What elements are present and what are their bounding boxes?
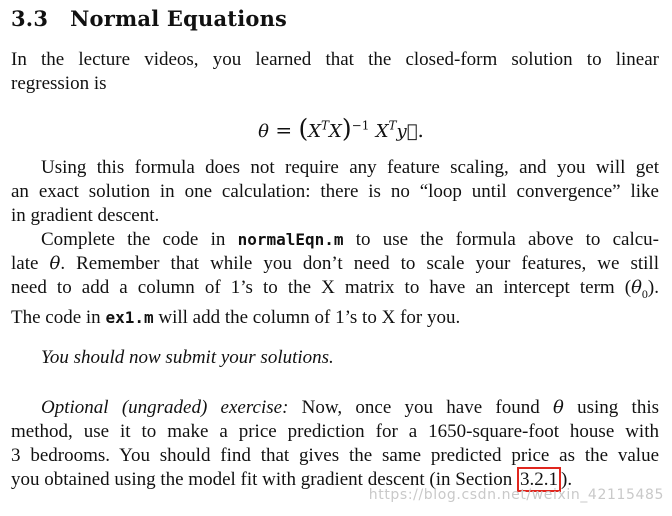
code-line-4: The code in ex1.m will add the column of 1’s to X for you. <box>11 306 461 328</box>
section-heading <box>11 6 287 31</box>
optional-label: Optional (ungraded) exercise: <box>41 397 289 418</box>
equation-transpose-1: T <box>321 118 330 133</box>
scaling-line-3: in gradient descent. <box>11 205 160 226</box>
equation-period: . <box>417 118 424 142</box>
optional-line-3: 3 bedrooms. You should find that gives the same predicted price as the value <box>11 445 659 466</box>
section-reference-link[interactable]: 3.2.1 <box>517 467 561 492</box>
optional-line-2: method, use it to make a price prediction for a 1650-square-foot house with <box>11 421 659 442</box>
equation-x2: X <box>329 121 342 142</box>
optional-line-4: you obtained using the model fit with gradient descent (in Section 3.2.1 ). <box>11 469 573 490</box>
equation-inverse: −1 <box>351 118 370 133</box>
paragraph-scaling <box>11 156 659 228</box>
intro-line-2: regression is <box>11 73 107 94</box>
code-line-1: Complete the code in normalEqn.m to use the formula above to calcu- <box>41 229 659 250</box>
scaling-line-1: Using this formula does not require any feature scaling, and you will get <box>41 157 659 178</box>
equation-x3: X <box>375 121 389 142</box>
equation-y-vector: y⃗ <box>396 121 418 142</box>
code-line-3: need to add a column of 1’s to the X matrix to have an intercept term $(\theta_0)$. <box>11 277 659 301</box>
equation-transpose-2: T <box>388 118 397 133</box>
paragraph-optional-exercise <box>11 396 659 492</box>
section-number: 3.3 <box>11 6 49 31</box>
equation-theta: θ <box>258 121 269 142</box>
equation-open-paren: ( <box>298 114 309 143</box>
filename-ex1: ex1.m <box>105 307 154 327</box>
normal-equation <box>11 114 671 143</box>
submit-note: You should now submit your solutions. <box>41 347 334 368</box>
equation-x1: X <box>308 121 322 142</box>
equation-close-paren: ) <box>341 114 352 143</box>
paragraph-complete-code <box>11 228 659 330</box>
intro-paragraph <box>11 48 659 96</box>
code-line-2: late θ. Remember that while you don’t need to scale your features, we still <box>11 253 659 274</box>
section-title: Normal Equations <box>70 6 288 31</box>
equation-equals: = <box>275 118 293 142</box>
filename-normaleqn: normalEqn.m <box>237 230 344 249</box>
intro-line-1: In the lecture videos, you learned that the closed-form solution to linear <box>11 49 659 70</box>
watermark-url: https://blog.csdn.net/weixin_42115485 <box>368 487 664 503</box>
scaling-line-2: an exact solution in one calculation: there is no “loop until convergence” like <box>11 181 659 202</box>
optional-line-1: Optional (ungraded) exercise: Now, once you have found θ using this <box>41 397 659 418</box>
